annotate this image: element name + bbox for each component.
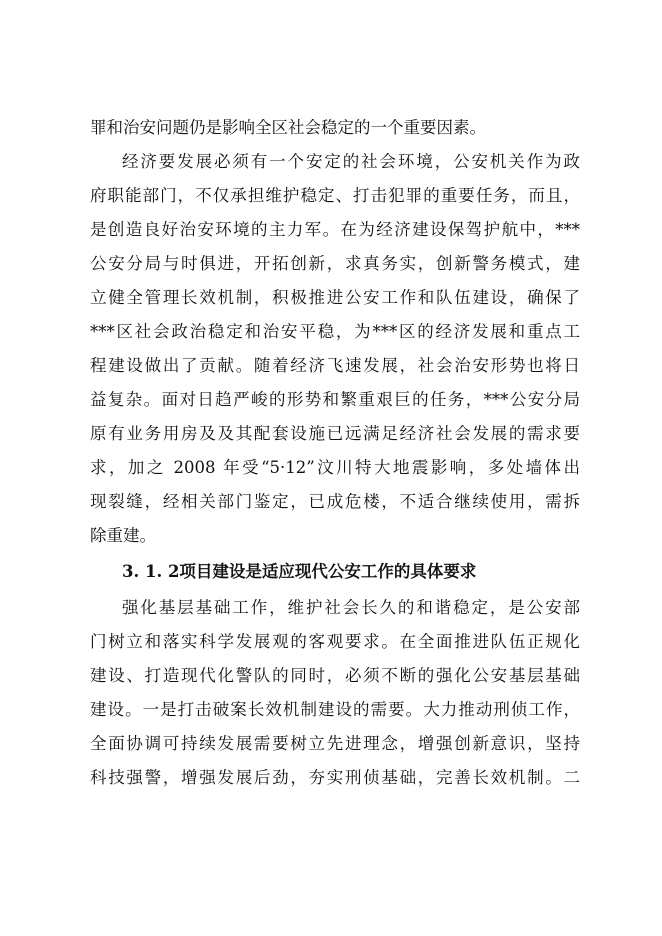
text-line: 科技强警，增强发展后劲，夯实刑侦基础，完善长效机制。二 xyxy=(90,768,580,787)
text-line: 是创造良好治安环境的主力军。在为经济建设保驾护航中，*** xyxy=(90,220,580,239)
text-line: 益复杂。面对日趋严峻的形势和繁重艰巨的任务，***公安分局 xyxy=(90,390,580,409)
text-line: 建设、打造现代化警队的同时，必须不断的强化公安基层基础 xyxy=(90,666,580,685)
text-line: 府职能部门，不仅承担维护稳定、打击犯罪的重要任务，而且， xyxy=(90,186,580,205)
text-line: 门树立和落实科学发展观的客观要求。在全面推进队伍正规化 xyxy=(90,632,580,651)
text-line: 原有业务用房及及其配套设施已远满足经济社会发展的需求要 xyxy=(90,424,580,443)
paragraph-first-line: 强化基层基础工作，维护社会长久的和谐稳定，是公安部 xyxy=(122,598,580,617)
text-line: 全面协调可持续发展需要树立先进理念，增强创新意识，坚持 xyxy=(90,734,580,753)
text-line: 除重建。 xyxy=(90,526,156,545)
text-line: 建设。一是打击破案长效机制建设的需要。大力推动刑侦工作， xyxy=(90,700,580,719)
text-line: ***区社会政治稳定和治安平稳，为***区的经济发展和重点工 xyxy=(90,322,580,341)
text-line: 公安分局与时俱进，开拓创新，求真务实，创新警务模式，建 xyxy=(90,254,580,273)
section-heading: 3. 1. 2项目建设是适应现代公安工作的具体要求 xyxy=(122,562,477,581)
text-line: 程建设做出了贡献。随着经济飞速发展，社会治安形势也将日 xyxy=(90,356,580,375)
text-line: 罪和治安问题仍是影响全区社会稳定的一个重要因素。 xyxy=(90,118,486,137)
paragraph-first-line: 经济要发展必须有一个安定的社会环境，公安机关作为政 xyxy=(122,152,580,171)
text-line: 现裂缝，经相关部门鉴定，已成危楼，不适合继续使用，需拆 xyxy=(90,492,580,511)
text-line: 立健全管理长效机制，积极推进公安工作和队伍建设，确保了 xyxy=(90,288,580,307)
text-line: 求，加之 2008 年受“5·12”汶川特大地震影响，多处墙体出 xyxy=(90,458,580,477)
